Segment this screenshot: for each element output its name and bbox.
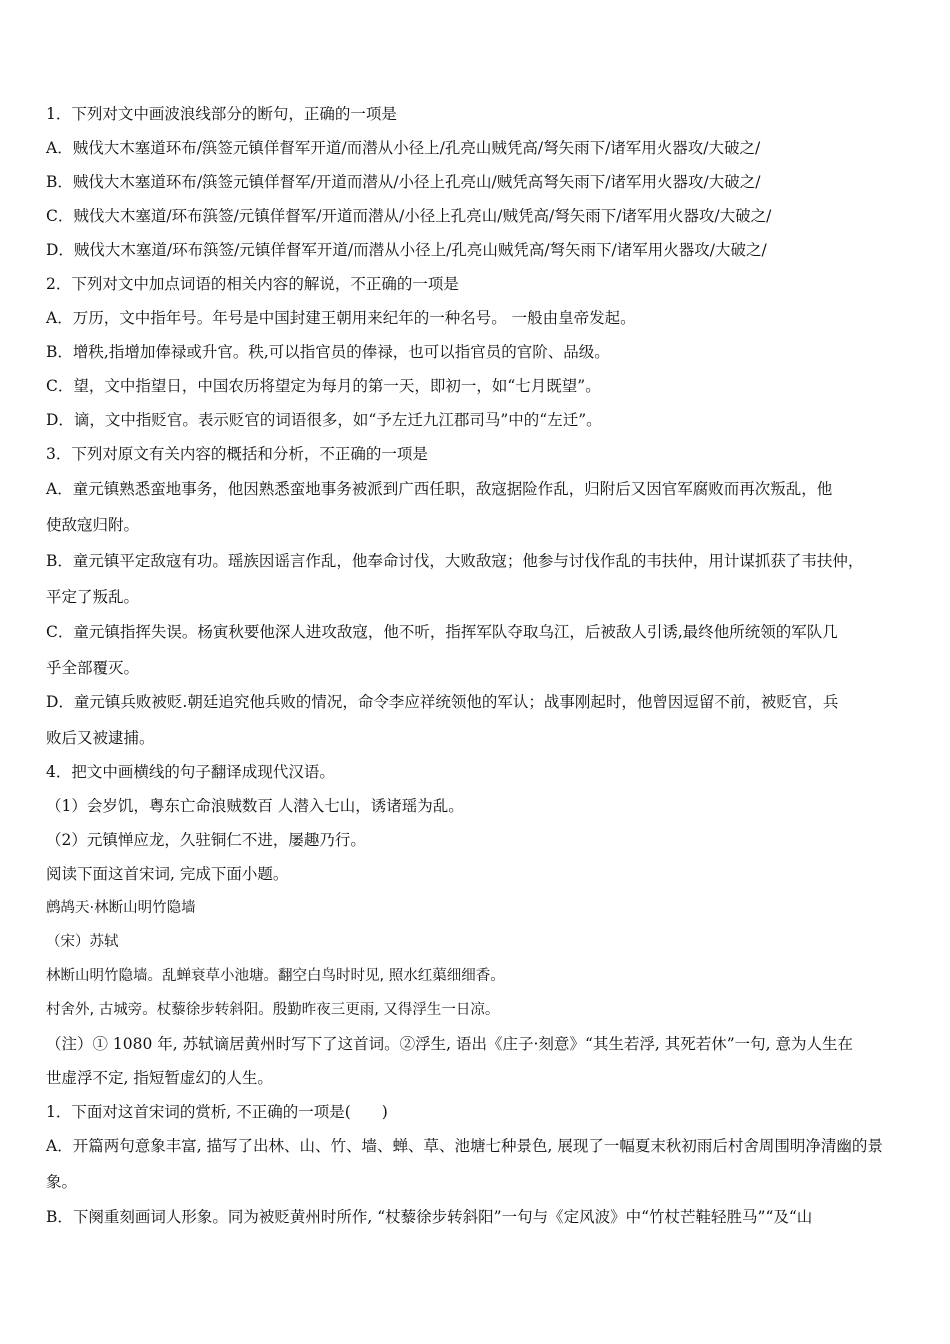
q3-option-b-line2: 平定了叛乱。 <box>46 588 140 606</box>
q3-option-d-line1: D．童元镇兵败被贬.朝廷追究他兵败的情况，命令李应祥统领他的军认；战事刚起时，他曾因逗留不前，被贬官，兵 <box>46 693 839 711</box>
q4-sentence-1: （1）会岁饥，粤东亡命浪贼数百 人潜入七山，诱诸瑶为乱。 <box>46 797 464 815</box>
poem-line-1: 林断山明竹隐墙。乱蝉衰草小池塘。翻空白鸟时时见, 照水红蕖细细香。 <box>46 968 505 984</box>
q3-option-c-line1: C．童元镇指挥失误。杨寅秋要他深人进攻敌寇，他不听，指挥军队夺取乌江，后被敌人引诱,最终他所统领的军队几 <box>46 623 838 641</box>
q2-option-c: C．望，文中指望日，中国农历将望定为每月的第一天，即初一，如“七月既望”。 <box>46 377 601 395</box>
q1-option-d: D．贼伐大木塞道/环布篊签/元镇佯督军开道/而潜从小径上/孔亮山贼凭高/弩矢雨下/诸军用火器攻/大破之/ <box>46 241 767 259</box>
q3-option-d-line2: 败后又被逮捕。 <box>46 729 155 747</box>
poem-author: （宋）苏轼 <box>46 934 119 950</box>
q3-option-b-line1: B．童元镇平定敌寇有功。瑶族因谣言作乱，他奉命讨伐，大败敌寇；他参与讨伐作乱的韦扶仲，用计谋抓获了韦扶仲， <box>46 552 864 570</box>
pq1-option-a-line2: 象。 <box>46 1173 78 1191</box>
q2-option-a: A．万历，文中指年号。年号是中国封建王朝用来纪年的一种名号。 一般由皇帝发起。 <box>46 309 636 327</box>
pq1-option-b-line1: B．下阕重刻画词人形象。同为被贬黄州时所作, “杖藜徐步转斜阳”一句与《定风波》中“竹杖芒鞋轻胜马”“及“山 <box>46 1208 813 1226</box>
q3-option-c-line2: 乎全部覆灭。 <box>46 659 140 677</box>
q4-sentence-2: （2）元镇惮应龙，久驻铜仁不进，屡趣乃行。 <box>46 831 366 849</box>
poem-line-2: 村舍外, 古城旁。杖藜徐步转斜阳。殷勤昨夜三更雨, 又得浮生一日凉。 <box>46 1002 500 1018</box>
q2-option-b: B．增秩,指增加俸禄或升官。秩,可以指官员的俸禄，也可以指官员的官阶、品级。 <box>46 343 610 361</box>
q1-option-c: C．贼伐大木塞道/环布篊签/元镇佯督军/开道而潜从/小径上孔亮山/贼凭高/弩矢雨下/诸军用火器攻/大破之/ <box>46 207 772 225</box>
poem-note-line1: （注）① 1080 年, 苏轼谪居黄州时写下了这首词。②浮生, 语出《庄子·刻意》“其生若浮, 其死若休”一句, 意为人生在 <box>46 1035 853 1053</box>
q2-stem: 2．下列对文中加点词语的相关内容的解说，不正确的一项是 <box>46 275 459 293</box>
pq1-stem: 1．下面对这首宋词的赏析, 不正确的一项是( ) <box>46 1103 388 1121</box>
q2-option-d: D．谪，文中指贬官。表示贬官的词语很多，如“予左迁九江郡司马”中的“左迁”。 <box>46 411 602 429</box>
poem-intro: 阅读下面这首宋词, 完成下面小题。 <box>46 865 289 883</box>
poem-title: 鹧鸪天·林断山明竹隐墙 <box>46 900 196 916</box>
q1-option-a: A．贼伐大木塞道环布/篊签元镇佯督军开道/而潜从小径上/孔亮山贼凭高/弩矢雨下/诸军用火器攻/大破之/ <box>46 139 761 157</box>
q1-option-b: B．贼伐大木塞道环布/篊签元镇佯督军/开道而潜从/小径上孔亮山/贼凭高弩矢雨下/诸军用火器攻/大破之/ <box>46 173 761 191</box>
pq1-option-a-line1: A．开篇两句意象丰富, 描写了出林、山、竹、墙、蝉、草、池塘七种景色, 展现了一幅夏末秋初雨后村舍周围明净清幽的景 <box>46 1137 883 1155</box>
q4-stem: 4．把文中画横线的句子翻译成现代汉语。 <box>46 763 335 781</box>
q1-stem: 1．下列对文中画波浪线部分的断句，正确的一项是 <box>46 105 397 123</box>
poem-note-line2: 世虚浮不定, 指短暂虚幻的人生。 <box>46 1069 273 1087</box>
q3-stem: 3．下列对原文有关内容的概括和分析，不正确的一项是 <box>46 445 428 463</box>
q3-option-a-line2: 使敌寇归附。 <box>46 516 140 534</box>
q3-option-a-line1: A．童元镇熟悉蛮地事务，他因熟悉蛮地事务被派到广西任职，敌寇据险作乱，归附后又因官军腐败而再次叛乱，他 <box>46 480 833 498</box>
